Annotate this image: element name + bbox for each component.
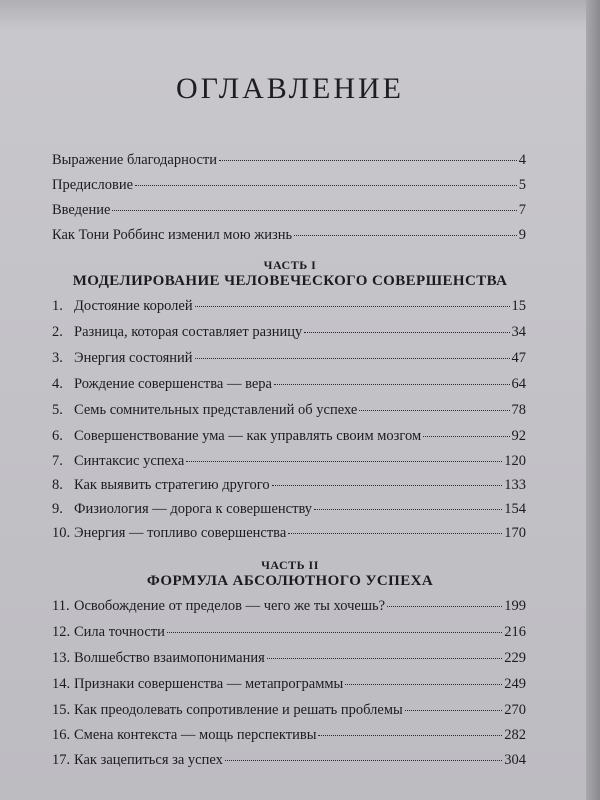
- chapter-title: Освобождение от пределов — чего же ты хочешь?: [74, 598, 386, 614]
- dot-leader: [359, 410, 509, 411]
- dot-leader: [267, 658, 502, 659]
- chapter-page: 249: [504, 676, 526, 692]
- toc-entry-how-tony-robbins: [52, 227, 526, 244]
- toc-chapter: [52, 324, 526, 341]
- dot-leader: [272, 485, 503, 486]
- toc-entry-page: 5: [518, 177, 526, 193]
- toc-chapter: [52, 650, 526, 667]
- toc-chapter: [52, 727, 526, 744]
- dot-leader: [318, 735, 502, 736]
- chapter-page: 154: [504, 501, 526, 517]
- chapter-page: 78: [511, 402, 526, 418]
- dot-leader: [225, 760, 502, 761]
- toc-chapter: [52, 624, 526, 641]
- chapter-title: Физиология — дорога к совершенству: [74, 501, 313, 517]
- dot-leader: [195, 358, 510, 359]
- toc-entry-introduction: [52, 202, 526, 219]
- chapter-page: 170: [504, 525, 526, 541]
- dot-leader: [274, 384, 510, 385]
- chapter-title: Разница, которая составляет разницу: [74, 324, 303, 340]
- chapter-title: Волшебство взаимопонимания: [74, 650, 265, 666]
- chapter-title: Синтаксис успеха: [74, 453, 185, 469]
- toc-chapter: [52, 702, 526, 719]
- dot-leader: [387, 606, 502, 607]
- chapter-number: 2.: [52, 324, 63, 340]
- toc-chapter: [52, 376, 526, 393]
- chapter-title: Как выявить стратегию другого: [74, 477, 270, 493]
- chapter-title: Рождение совершенства — вера: [74, 376, 272, 392]
- toc-chapter: [52, 453, 526, 470]
- dot-leader: [304, 332, 509, 333]
- toc-chapter: [52, 428, 526, 445]
- chapter-number: 5.: [52, 402, 63, 418]
- toc-chapter: [52, 598, 526, 615]
- chapter-page: 229: [504, 650, 526, 666]
- page-top-shadow: [0, 0, 600, 30]
- chapter-title: Совершенствование ума — как управлять своим мозгом: [74, 428, 422, 444]
- chapter-number: 12.: [52, 624, 71, 640]
- chapter-title: Семь сомнительных представлений об успехе: [74, 402, 358, 418]
- toc-chapter: [52, 350, 526, 367]
- dot-leader: [219, 160, 517, 161]
- chapter-page: 34: [511, 324, 526, 340]
- toc-entry-preface: [52, 177, 526, 194]
- chapter-page: 92: [511, 428, 526, 444]
- dot-leader: [294, 235, 517, 236]
- chapter-number: 15.: [52, 702, 71, 718]
- dot-leader: [288, 533, 502, 534]
- part-title: ФОРМУЛА АБСОЛЮТНОГО УСПЕХА: [146, 573, 434, 589]
- part-label: ЧАСТЬ I: [263, 258, 317, 272]
- chapter-number: 4.: [52, 376, 63, 392]
- chapter-page: 216: [504, 624, 526, 640]
- chapter-title: Как преодолевать сопротивление и решать проблемы: [74, 702, 403, 718]
- chapter-page: 304: [504, 752, 526, 768]
- chapter-title: Энергия — топливо совершенства: [74, 525, 287, 541]
- dot-leader: [167, 632, 502, 633]
- toc-entry-page: 9: [518, 227, 526, 243]
- chapter-number: 11.: [52, 598, 70, 614]
- toc-entry-title: Введение: [52, 202, 111, 218]
- dot-leader: [314, 509, 502, 510]
- chapter-number: 13.: [52, 650, 71, 666]
- chapter-page: 133: [504, 477, 526, 493]
- toc-chapter: [52, 752, 526, 769]
- page-title: ОГЛАВЛЕНИЕ: [176, 72, 404, 105]
- chapter-title: Сила точности: [74, 624, 165, 640]
- toc-chapter: [52, 402, 526, 419]
- chapter-number: 3.: [52, 350, 63, 366]
- toc-entry-title: Как Тони Роббинс изменил мою жизнь: [52, 227, 293, 243]
- chapter-page: 15: [511, 298, 526, 314]
- dot-leader: [195, 306, 510, 307]
- chapter-page: 47: [511, 350, 526, 366]
- chapter-number: 10.: [52, 525, 71, 541]
- toc-entry-acknowledgements: [52, 152, 526, 169]
- toc-chapter: [52, 525, 526, 542]
- dot-leader: [186, 461, 502, 462]
- chapter-page: 120: [504, 453, 526, 469]
- toc-chapter: [52, 676, 526, 693]
- toc-entry-page: 4: [518, 152, 526, 168]
- chapter-number: 8.: [52, 477, 63, 493]
- chapter-number: 17.: [52, 752, 71, 768]
- chapter-number: 6.: [52, 428, 63, 444]
- toc-entry-page: 7: [518, 202, 526, 218]
- chapter-page: 199: [504, 598, 526, 614]
- toc-chapter: [52, 477, 526, 494]
- chapter-title: Достояние королей: [74, 298, 193, 314]
- part-label: ЧАСТЬ II: [261, 558, 319, 572]
- toc-entry-title: Предисловие: [52, 177, 134, 193]
- chapter-title: Смена контекста — мощь перспективы: [74, 727, 317, 743]
- chapter-number: 7.: [52, 453, 63, 469]
- chapter-number: 16.: [52, 727, 71, 743]
- chapter-page: 270: [504, 702, 526, 718]
- part-title: МОДЕЛИРОВАНИЕ ЧЕЛОВЕЧЕСКОГО СОВЕРШЕНСТВА: [72, 273, 508, 289]
- chapter-page: 282: [504, 727, 526, 743]
- chapter-page: 64: [511, 376, 526, 392]
- chapter-number: 1.: [52, 298, 63, 314]
- chapter-title: Энергия состояний: [74, 350, 193, 366]
- chapter-number: 9.: [52, 501, 63, 517]
- dot-leader: [423, 436, 509, 437]
- chapter-number: 14.: [52, 676, 71, 692]
- toc-chapter: [52, 298, 526, 315]
- chapter-title: Как зацепиться за успех: [74, 752, 223, 768]
- dot-leader: [135, 185, 517, 186]
- dot-leader: [345, 684, 502, 685]
- page-edge: [586, 0, 600, 800]
- toc-entry-title: Выражение благодарности: [52, 152, 218, 168]
- chapter-title: Признаки совершенства — метапрограммы: [74, 676, 344, 692]
- toc-chapter: [52, 501, 526, 518]
- dot-leader: [112, 210, 516, 211]
- dot-leader: [405, 710, 502, 711]
